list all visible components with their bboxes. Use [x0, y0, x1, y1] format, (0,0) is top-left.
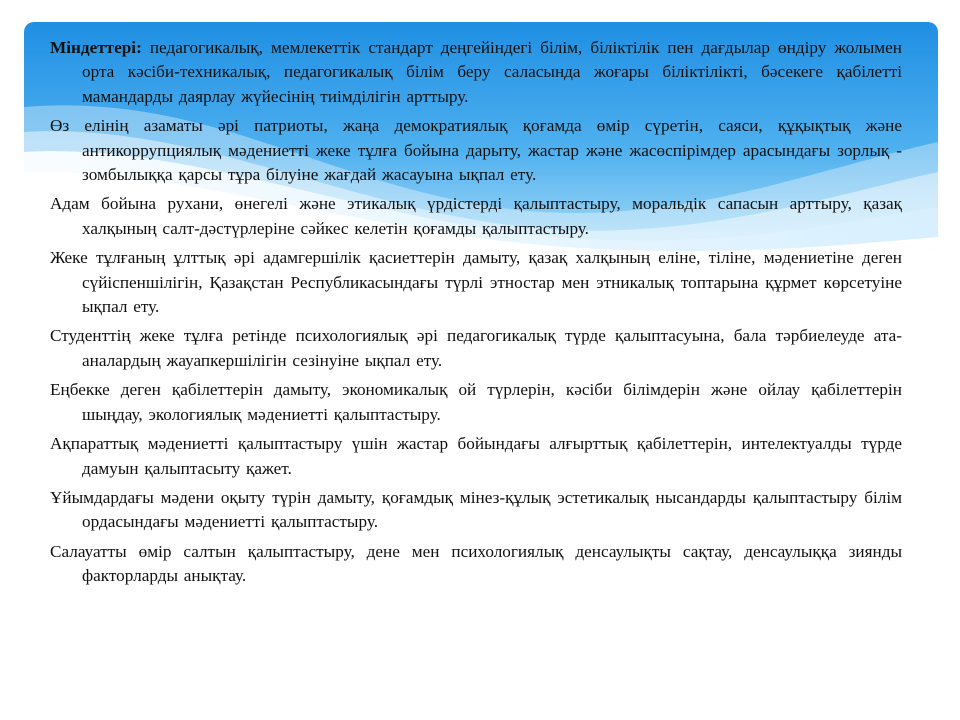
paragraph-citizenship: Өз елінің азаматы әрі патриоты, жаңа демократиялық қоғамда өмір сүретін, саяси, құқықтық және антикоррупциялық мәдениетті жеке тұлға бойына дарыту, жастар және жасөспірімдер арасындағы зорлық - зомбылыққа қарсы тұра білуіне жағдай жасауына ықпал ету. [50, 116, 902, 185]
paragraph-text: педагогикалық, мемлекеттік стандарт деңгейіндегі білім, біліктілік пен дағдылар өндіру жолымен орта кәсіби-техникалық, педагогикалық білім беру саласында жоғары біліктілікті, бәсекеге қабілетті мамандарды даярлау жүйесінің тиімділігін арттыру. [82, 38, 902, 106]
paragraph-healthy-lifestyle: Салауатты өмір салтын қалыптастыру, дене мен психологиялық денсаулықты сақтау, денсаулыққа зиянды факторларды анықтау. [50, 541, 902, 586]
paragraph-national-values: Жеке тұлғаның ұлттық әрі адамгершілік қасиеттерін дамыту, қазақ халқының еліне, тіліне, мәдениетіне деген сүйіспеншілігін, Қазақстан Республикасындағы түрлі этностар мен этникалық топтарына құрмет көрсетуіне ықпал ету. [50, 248, 902, 317]
paragraph-organizational-culture: Ұйымдардағы мәдени оқыту түрін дамыту, қоғамдық мінез-құлық эстетикалық нысандарды қалыптастыру білім ордасындағы мәдениетті қалыптастыру. [50, 487, 902, 532]
paragraph-student-formation: Студенттің жеке тұлға ретінде психологиялық әрі педагогикалық түрде қалыптасуына, бала тәрбиелеуде ата-аналардың жауапкершілігін сезінуіне ықпал ету. [50, 326, 902, 370]
paragraph-information-culture: Ақпараттық мәдениетті қалыптастыру үшін жастар бойындағы алғырттық қабілеттерін, интелектуалды түрде дамуын қалыптасыту қажет. [50, 434, 902, 478]
text-body [50, 36, 902, 594]
paragraph-spiritual: Адам бойына рухани, өнегелі және этикалық үрдістерді қалыптастыру, моральдік сапасын арттыру, қазақ халқының салт-дәстүрлеріне сәйкес келетін қоғамды қалыптастыру. [50, 194, 902, 238]
objectives-heading: Міндеттері: [50, 38, 142, 57]
paragraph-objectives [50, 36, 902, 109]
paragraph-labour-skills: Еңбекке деген қабілеттерін дамыту, экономикалық ой түрлерін, кәсіби білімдерін және ойлау қабілеттерін шыңдау, экологиялық мәдениетті қалыптастыру. [50, 380, 902, 424]
